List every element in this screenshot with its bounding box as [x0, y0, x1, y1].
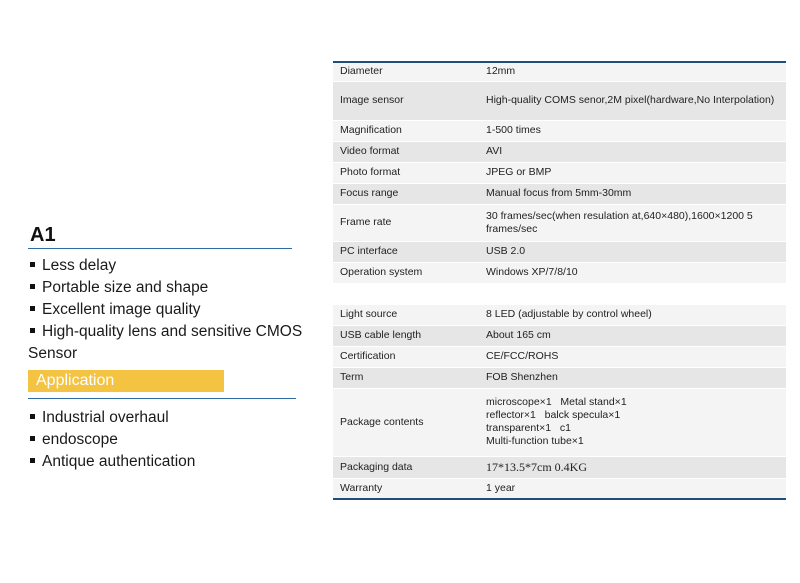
package-line: reflector×1 balck specula×1 [486, 409, 621, 421]
spec-key: Warranty [333, 478, 476, 499]
application-list [28, 407, 318, 473]
model-title: A1 [30, 224, 56, 246]
spec-value: CE/FCC/ROHS [476, 346, 786, 367]
spec-row [333, 141, 786, 162]
spec-row [333, 478, 786, 499]
square-bullet-icon [30, 414, 35, 419]
feature-item: High-quality lens and sensitive CMOS Sensor [28, 323, 303, 362]
square-bullet-icon [30, 458, 35, 463]
spec-key: Magnification [333, 120, 476, 141]
spec-key: Term [333, 367, 476, 388]
feature-item: Excellent image quality [28, 299, 318, 321]
spec-value: FOB Shenzhen [476, 367, 786, 388]
spec-row [333, 262, 786, 283]
square-bullet-icon [30, 262, 35, 267]
spec-row [333, 304, 786, 325]
spec-key: Focus range [333, 183, 476, 204]
application-item: endoscope [28, 429, 318, 451]
application-item: Industrial overhaul [28, 407, 318, 429]
spec-value: 1-500 times [476, 120, 786, 141]
spec-row [333, 346, 786, 367]
spec-value: 8 LED (adjustable by control wheel) [476, 304, 786, 325]
package-line: transparent×1 c1 [486, 422, 571, 434]
spec-row [333, 241, 786, 262]
spec-row [333, 388, 786, 456]
spec-value: Windows XP/7/8/10 [476, 262, 786, 283]
spec-value: USB 2.0 [476, 241, 786, 262]
spec-value: JPEG or BMP [476, 162, 786, 183]
spec-key: Diameter [333, 62, 476, 81]
package-line: Multi-function tube×1 [486, 435, 584, 447]
feature-item: Less delay [28, 255, 318, 277]
spec-value: 12mm [476, 62, 786, 81]
package-line: microscope×1 Metal stand×1 [486, 396, 627, 408]
spec-key: Image sensor [333, 81, 476, 120]
spec-row [333, 204, 786, 241]
spec-row [333, 183, 786, 204]
square-bullet-icon [30, 436, 35, 441]
spec-row [333, 120, 786, 141]
spec-value: High-quality COMS senor,2M pixel(hardware,No Interpolation) [476, 81, 786, 120]
spec-row-blank [333, 283, 786, 304]
spec-table [333, 61, 786, 500]
spec-row [333, 456, 786, 478]
spec-key: Package contents [333, 388, 476, 456]
spec-key: Video format [333, 141, 476, 162]
spec-key: Packaging data [333, 456, 476, 478]
square-bullet-icon [30, 284, 35, 289]
feature-item: Portable size and shape [28, 277, 318, 299]
spec-key: Certification [333, 346, 476, 367]
title-divider [28, 248, 292, 249]
spec-key [333, 283, 476, 304]
spec-key: Frame rate [333, 204, 476, 241]
application-divider [28, 398, 296, 399]
product-summary [28, 222, 318, 473]
square-bullet-icon [30, 306, 35, 311]
spec-value: 30 frames/sec(when resulation at,640×480),1600×1200 5 frames/sec [476, 204, 786, 241]
spec-value: Manual focus from 5mm-30mm [476, 183, 786, 204]
spec-value: About 165 cm [476, 325, 786, 346]
feature-list [28, 255, 318, 365]
spec-key: Photo format [333, 162, 476, 183]
spec-value: 17*13.5*7cm 0.4KG [476, 456, 786, 478]
spec-key: Operation system [333, 262, 476, 283]
spec-key: USB cable length [333, 325, 476, 346]
spec-key: PC interface [333, 241, 476, 262]
spec-row [333, 367, 786, 388]
spec-value-multiline [476, 388, 786, 456]
spec-row [333, 62, 786, 81]
spec-row [333, 162, 786, 183]
application-heading: Application [28, 370, 224, 392]
application-item: Antique authentication [28, 451, 318, 473]
spec-value: 1 year [476, 478, 786, 499]
spec-row [333, 81, 786, 120]
spec-value [476, 283, 786, 304]
square-bullet-icon [30, 328, 35, 333]
spec-key: Light source [333, 304, 476, 325]
spec-row [333, 325, 786, 346]
spec-value: AVI [476, 141, 786, 162]
